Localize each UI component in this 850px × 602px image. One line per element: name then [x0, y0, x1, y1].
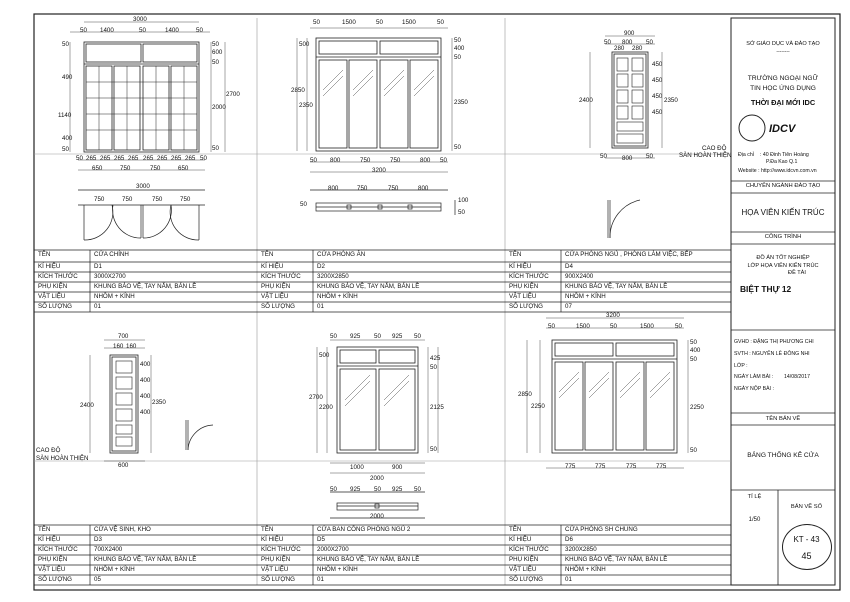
major-value: HỌA VIÊN KIẾN TRÚC [741, 208, 825, 217]
label-kich-thuoc: KÍCH THƯỚC [261, 546, 301, 553]
dim-d4-right-1: 450 [652, 77, 663, 84]
dim-d6-top-0: 50 [548, 323, 555, 330]
label-kich-thuoc: KÍCH THƯỚC [509, 273, 549, 280]
label-vat-lieu: VẬT LIỆU [509, 566, 537, 573]
label-ki-hieu: KÍ HIỆU [261, 263, 284, 270]
dim-d1-right-1: 600 [212, 49, 223, 56]
dim-d1-total: 2700 [226, 91, 240, 98]
dim-d6-right-2: 50 [690, 356, 697, 363]
label-ki-hieu: KÍ HIỆU [509, 263, 532, 270]
idc-logo [739, 115, 765, 141]
dim-d1-right-0: 50 [212, 41, 219, 48]
value-kich-thuoc: 3200X2850 [565, 546, 597, 553]
dim-d6-right-4: 50 [690, 447, 697, 454]
school-name: THỜI ĐẠI MỚI IDC [750, 98, 816, 107]
door-d4-plan [608, 200, 640, 238]
ngay-lam-value: 14/08/2017 [784, 374, 810, 380]
ngay-lam-label: NGÀY LÀM BÀI : [734, 374, 774, 380]
drawing-name: BẢNG THỐNG KÊ CỬA [747, 452, 819, 459]
sheet-number-circle [782, 524, 832, 570]
value-ki-hieu: D2 [317, 263, 325, 270]
label-so-luong: SỐ LƯỢNG [261, 576, 295, 583]
dim-d4-right-3: 450 [652, 109, 663, 116]
label-so-luong: SỐ LƯỢNG [261, 303, 295, 310]
dim-d2-left-0: 500 [299, 41, 310, 48]
dim-d1-left-3: 400 [62, 135, 73, 142]
dim-d1-bottom-0: 50 [76, 155, 83, 162]
dim-d1-right-2: 50 [212, 59, 219, 66]
dim-d5-plan-1: 925 [350, 486, 361, 493]
dim-d1-plan-2: 750 [152, 196, 163, 203]
dim-d1-bottom2-0: 650 [92, 165, 103, 172]
dim-d1-top-2: 50 [139, 27, 146, 34]
value-ki-hieu: D3 [94, 536, 102, 543]
dim-d5-right-2: 2125 [430, 404, 444, 411]
label-ten: TÊN [261, 251, 274, 258]
logo-text: IDCV [769, 123, 796, 135]
dim-d5-right-1: 50 [430, 364, 437, 371]
dim-d3-width: 700 [118, 333, 129, 340]
value-vat-lieu: NHÔM + KÍNH [565, 293, 606, 300]
dim-d4-bottom-0: 50 [600, 153, 607, 160]
dim-d1-plan-1: 750 [122, 196, 133, 203]
dim-d6-left-0: 2850 [518, 391, 532, 398]
dim-d5-left-1: 2200 [319, 404, 333, 411]
dim-d2-bottom-3: 750 [390, 157, 401, 164]
dim-d6-bottom-1: 775 [595, 463, 606, 470]
dim-d5-bottom-1: 900 [392, 464, 403, 471]
value-ki-hieu: D5 [317, 536, 325, 543]
dim-d5-plan-0: 50 [330, 486, 337, 493]
dim-d5-right-0: 425 [430, 355, 441, 362]
dim-d4-right-4: 2350 [664, 97, 678, 104]
dim-d2-plan-side-2: 50 [458, 209, 465, 216]
dim-d2-plan-2: 750 [388, 185, 399, 192]
dim-d1-right-3: 2000 [212, 104, 226, 111]
dim-d2-bottom-4: 800 [420, 157, 431, 164]
dim-d1-bottom-7: 265 [171, 155, 182, 162]
scale-label: TỈ LỆ [747, 494, 762, 500]
dim-d4-right-2: 450 [652, 93, 663, 100]
label-phu-kien: PHỤ KIỆN [38, 283, 68, 290]
dim-d1-top-3: 1400 [165, 27, 179, 34]
dim-d2-top-0: 50 [313, 19, 320, 26]
dim-d5-top-4: 50 [414, 333, 421, 340]
dim-d2-right-3: 2350 [454, 99, 468, 106]
dim-d2-top-2: 50 [376, 19, 383, 26]
value-ten: CỬA VỆ SINH, KHO [94, 526, 151, 533]
value-ki-hieu: D1 [94, 263, 102, 270]
value-ten: CỬA PHÒNG NGỦ , PHÒNG LÀM VIỆC, BẾP [565, 251, 693, 258]
dim-d5-plan-2: 50 [374, 486, 381, 493]
dim-d6-right-0: 50 [690, 339, 697, 346]
dim-d1-left-0: 50 [62, 41, 69, 48]
label-phu-kien: PHỤ KIỆN [509, 556, 539, 563]
dim-d4-right-0: 450 [652, 61, 663, 68]
dim-d6-bottom-2: 775 [626, 463, 637, 470]
door-d2-elevation [297, 28, 452, 172]
dim-d3-bottom-0: 600 [118, 462, 129, 469]
dim-d1-width: 3000 [133, 16, 147, 23]
dim-d1-top-1: 1400 [100, 27, 114, 34]
dashes: -------- [776, 49, 790, 55]
dim-d6-right-3: 2250 [690, 404, 704, 411]
project-label: CÔNG TRÌNH [764, 234, 802, 240]
dim-d2-plan-0: 800 [328, 185, 339, 192]
dim-d2-top-4: 50 [437, 19, 444, 26]
website: Website : http://www.idcvn.com.vn [738, 168, 817, 174]
note-cao-do-1: CAO ĐỘ [702, 145, 727, 152]
dim-d1-top-0: 50 [80, 27, 87, 34]
dim-d5-left-0: 500 [319, 352, 330, 359]
value-vat-lieu: NHÔM + KÍNH [565, 566, 606, 573]
dim-d1-bottom-3: 265 [114, 155, 125, 162]
value-phu-kien: KHUNG BẢO VỆ, TAY NẮM, BẢN LỀ [94, 283, 197, 290]
dim-d1-left-2: 1140 [58, 112, 72, 119]
dim-d2-left-2: 2850 [291, 87, 305, 94]
address-value: : 40 Đinh Tiên Hoàng [760, 152, 809, 158]
label-so-luong: SỐ LƯỢNG [509, 303, 543, 310]
label-ten: TÊN [261, 526, 274, 533]
value-phu-kien: KHUNG BẢO VỆ, TAY NẮM, BẢN LỀ [317, 556, 420, 563]
dim-d6-top-3: 1500 [640, 323, 654, 330]
value-ten: CỬA PHÒNG SH CHUNG [565, 526, 638, 533]
dim-d1-left-1: 490 [62, 74, 73, 81]
svth: SVTH : NGUYỄN LÊ ĐÔNG NHI [734, 351, 810, 357]
scale-value: 1/50 [748, 517, 761, 523]
label-ten: TÊN [38, 251, 51, 258]
value-phu-kien: KHUNG BẢO VỆ, TAY NẮM, BẢN LỀ [565, 556, 668, 563]
dim-d2-right-1: 400 [454, 45, 465, 52]
dim-d3-right-3: 400 [140, 409, 151, 416]
dim-d5-plan-4: 50 [414, 486, 421, 493]
dim-d2-bottom-0: 50 [310, 157, 317, 164]
dim-d6-top-4: 50 [675, 323, 682, 330]
label-ki-hieu: KÍ HIỆU [509, 536, 532, 543]
dim-d6-top-2: 50 [610, 323, 617, 330]
dim-d1-bottom-5: 265 [143, 155, 154, 162]
dim-d3-right-4: 2350 [152, 399, 166, 406]
dim-d5-right-3: 50 [430, 446, 437, 453]
label-vat-lieu: VẬT LIỆU [261, 566, 289, 573]
dim-d2-left-1: 2350 [299, 102, 313, 109]
dim-d5-plan-w: 2000 [370, 513, 384, 520]
dim-d5-plan-3: 925 [392, 486, 403, 493]
value-so-luong: 07 [565, 303, 572, 310]
dim-d2-width: 3200 [372, 167, 386, 174]
gvhd: GVHD : ĐẶNG THỊ PHƯƠNG CHI [734, 339, 814, 345]
value-kich-thuoc: 700X2400 [94, 546, 123, 553]
label-kich-thuoc: KÍCH THƯỚC [509, 546, 549, 553]
sheet-number: 45 [801, 551, 812, 561]
dim-d2-bottom-1: 800 [330, 157, 341, 164]
department: SỞ GIÁO DỤC VÀ ĐÀO TẠO [746, 41, 820, 47]
dim-d2-top-3: 1500 [402, 19, 416, 26]
dim-d4-left: 2400 [579, 97, 593, 104]
door-d1-elevation [70, 22, 225, 170]
dim-d2-plan-3: 800 [418, 185, 429, 192]
drawing-label: TÊN BẢN VẼ [765, 416, 801, 422]
dim-d5-bottom-0: 1000 [350, 464, 364, 471]
label-ki-hieu: KÍ HIỆU [38, 263, 61, 270]
label-vat-lieu: VẬT LIỆU [261, 293, 289, 300]
value-so-luong: 01 [565, 576, 572, 583]
project-name: BIỆT THỰ 12 [740, 284, 792, 294]
note-cao-do-2: CAO ĐỘ [36, 447, 61, 454]
ngay-nop-label: NGÀY NỘP BÀI : [734, 386, 774, 392]
dim-d4-top-0: 50 [604, 39, 611, 46]
dim-d5-top-1: 925 [350, 333, 361, 340]
dim-d2-bottom-2: 750 [360, 157, 371, 164]
dim-d2-right-0: 50 [454, 37, 461, 44]
dim-d2-plan-1: 750 [357, 185, 368, 192]
value-ki-hieu: D6 [565, 536, 573, 543]
dim-d1-bottom-9: 50 [200, 155, 207, 162]
dim-d3-right-2: 400 [140, 393, 151, 400]
dim-d2-bottom-5: 50 [440, 157, 447, 164]
dim-d1-plan-3: 750 [180, 196, 191, 203]
dim-d3-right-1: 400 [140, 377, 151, 384]
value-phu-kien: KHUNG BẢO VỆ, TAY NẮM, BẢN LỀ [317, 283, 420, 290]
school-line-2: TIN HỌC ỨNG DỤNG [750, 85, 816, 92]
value-vat-lieu: NHÔM + KÍNH [317, 566, 358, 573]
dim-d5-top-0: 50 [330, 333, 337, 340]
label-vat-lieu: VẬT LIỆU [509, 293, 537, 300]
label-phu-kien: PHỤ KIỆN [509, 283, 539, 290]
value-ki-hieu: D4 [565, 263, 573, 270]
door-d2-plan [310, 190, 455, 215]
dim-d2-right-2: 50 [454, 54, 461, 61]
dim-d4-top-2: 50 [646, 39, 653, 46]
value-kich-thuoc: 3200X2850 [317, 273, 349, 280]
value-ten: CỬA CHÍNH [94, 251, 129, 258]
dim-d1-top-4: 50 [196, 27, 203, 34]
value-so-luong: 01 [317, 303, 324, 310]
value-vat-lieu: NHÔM + KÍNH [94, 293, 135, 300]
value-phu-kien: KHUNG BẢO VỆ, TAY NẮM, BẢN LỀ [94, 556, 197, 563]
label-ki-hieu: KÍ HIỆU [261, 536, 284, 543]
door-d6-elevation [527, 318, 688, 468]
dim-d6-width: 3200 [606, 312, 620, 319]
door-d3-elevation [90, 340, 151, 461]
dim-d1-left-4: 50 [62, 146, 69, 153]
dim-d1-bottom-1: 265 [86, 155, 97, 162]
value-phu-kien: KHUNG BẢO VỆ, TAY NẮM, BẢN LỀ [565, 283, 668, 290]
dim-d1-plan-w: 3000 [136, 183, 150, 190]
label-vat-lieu: VẬT LIỆU [38, 566, 66, 573]
value-kich-thuoc: 3000X2700 [94, 273, 126, 280]
dim-d1-bottom-4: 265 [128, 155, 139, 162]
label-so-luong: SỐ LƯỢNG [509, 576, 543, 583]
value-ten: CỬA BAN CÔNG PHÒNG NGỦ 2 [317, 526, 411, 533]
dim-d1-bottom2-2: 750 [150, 165, 161, 172]
dim-d5-width: 2000 [370, 475, 384, 482]
address-label: Địa chỉ [738, 152, 754, 158]
label-ki-hieu: KÍ HIỆU [38, 536, 61, 543]
dim-d2-top-1: 1500 [342, 19, 356, 26]
dim-d6-top-1: 1500 [576, 323, 590, 330]
dim-d2-plan-side-1: 100 [458, 197, 469, 204]
label-phu-kien: PHỤ KIỆN [261, 556, 291, 563]
dim-d5-top-2: 50 [374, 333, 381, 340]
sheet-code: KT - 43 [793, 535, 820, 544]
label-phu-kien: PHỤ KIỆN [261, 283, 291, 290]
dim-d1-bottom2-1: 750 [120, 165, 131, 172]
project-line-2: LỚP HỌA VIÊN KIẾN TRÚC [747, 263, 819, 269]
dim-d1-right-4: 50 [212, 145, 219, 152]
value-so-luong: 05 [94, 576, 101, 583]
value-so-luong: 01 [94, 303, 101, 310]
dim-d4-top2-1: 280 [632, 45, 643, 52]
dim-d1-plan-0: 750 [94, 196, 105, 203]
value-kich-thuoc: 900X2400 [565, 273, 594, 280]
value-vat-lieu: NHÔM + KÍNH [317, 293, 358, 300]
dim-d4-bottom-1: 800 [622, 155, 633, 162]
door-d5-elevation [317, 340, 441, 473]
project-line-3: ĐỀ TÀI [788, 270, 806, 276]
value-kich-thuoc: 2000X2700 [317, 546, 349, 553]
dim-d2-plan-side-0: 50 [300, 201, 307, 208]
dim-d6-right-1: 400 [690, 347, 701, 354]
label-kich-thuoc: KÍCH THƯỚC [261, 273, 301, 280]
school-line-1: TRƯỜNG NGOẠI NGỮ [747, 75, 819, 82]
label-kich-thuoc: KÍCH THƯỚC [38, 546, 78, 553]
dim-d6-left-1: 2250 [531, 403, 545, 410]
project-line-1: ĐỒ ÁN TỐT NGHIỆP [756, 255, 810, 261]
dim-d4-width: 900 [624, 30, 635, 37]
dim-d6-bottom-3: 775 [656, 463, 667, 470]
dim-d3-top-0: 160 [113, 343, 124, 350]
label-so-luong: SỐ LƯỢNG [38, 303, 72, 310]
dim-d4-bottom-2: 50 [646, 153, 653, 160]
label-so-luong: SỐ LƯỢNG [38, 576, 72, 583]
label-kich-thuoc: KÍCH THƯỚC [38, 273, 78, 280]
lop: LỚP : [734, 363, 748, 369]
dim-d3-top-1: 160 [126, 343, 137, 350]
dim-d1-bottom2-3: 650 [178, 165, 189, 172]
label-vat-lieu: VẬT LIỆU [38, 293, 66, 300]
label-ten: TÊN [38, 526, 51, 533]
dim-d4-top-1: 800 [622, 39, 633, 46]
address-line-2: P.Đa Kao Q.1 [766, 159, 798, 165]
label-ten: TÊN [509, 251, 522, 258]
dim-d1-bottom-6: 265 [157, 155, 168, 162]
dim-d4-top2-0: 280 [614, 45, 625, 52]
note-cao-do-2b: SÀN HOÀN THIỆN [36, 455, 89, 462]
dim-d5-left-2: 2700 [309, 394, 323, 401]
dim-d3-right-0: 400 [140, 361, 151, 368]
dim-d6-bottom-0: 775 [565, 463, 576, 470]
dim-d3-left: 2400 [80, 402, 94, 409]
dim-d2-right-4: 50 [454, 144, 461, 151]
value-ten: CỬA PHÒNG ĂN [317, 251, 366, 258]
label-ten: TÊN [509, 526, 522, 533]
sheet-label: BẢN VẼ SỐ [790, 504, 823, 510]
dim-d1-bottom-8: 265 [185, 155, 196, 162]
major-label: CHUYÊN NGÀNH ĐÀO TẠO [745, 183, 821, 189]
value-vat-lieu: NHÔM + KÍNH [94, 566, 135, 573]
dim-d1-bottom-2: 265 [100, 155, 111, 162]
door-d3-plan [186, 420, 213, 450]
dim-d5-top-3: 925 [392, 333, 403, 340]
value-so-luong: 01 [317, 576, 324, 583]
label-phu-kien: PHỤ KIỆN [38, 556, 68, 563]
note-cao-do-1b: SÀN HOÀN THIỆN [679, 152, 732, 159]
